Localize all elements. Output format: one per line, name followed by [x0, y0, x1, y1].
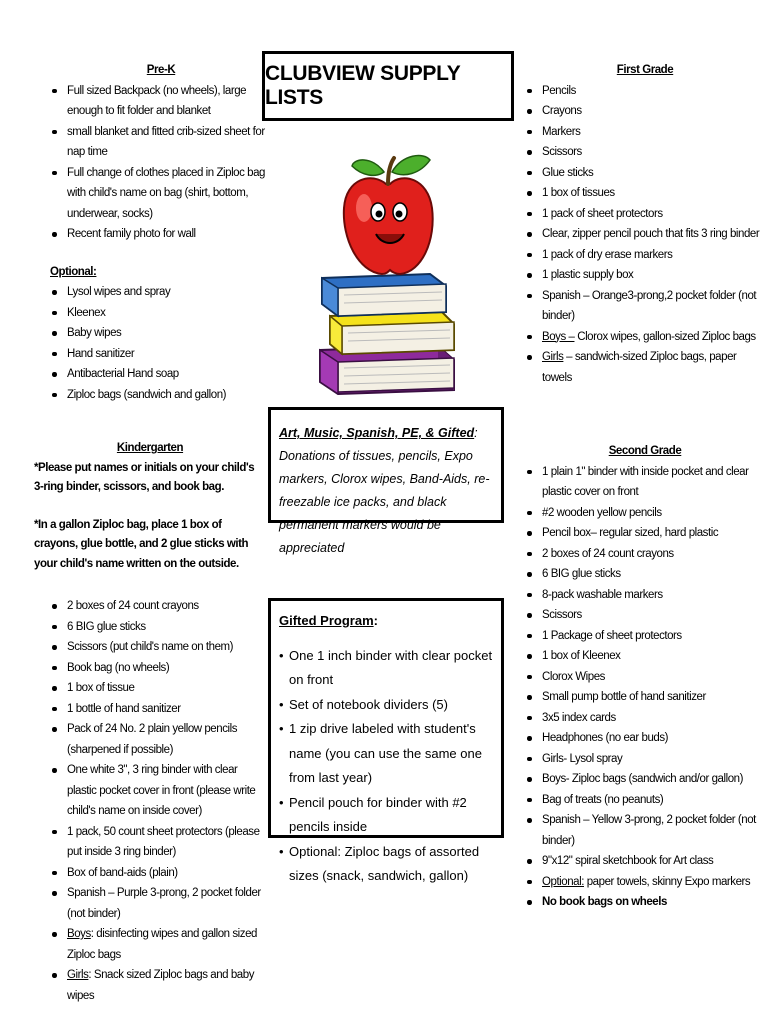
list-item	[525, 872, 765, 893]
list-item: Scissors (put child's name on them)	[50, 637, 266, 658]
list-item: Pack of 24 No. 2 plain yellow pencils (sharpened if possible)	[50, 719, 266, 760]
list-item: 8-pack washable markers	[525, 585, 765, 606]
girls-label: Girls	[542, 351, 564, 363]
kindergarten-note-2: *In a gallon Ziploc bag, place 1 box of crayons, glue bottle, and 2 glue sticks with your child's name written on the outside.	[34, 518, 249, 570]
list-item: 1 Package of sheet protectors	[525, 626, 765, 647]
list-item: Lysol wipes and spray	[50, 282, 272, 303]
second-grade-section	[525, 441, 765, 913]
first-grade-list	[525, 81, 765, 389]
girls-text: – sandwich-sized Ziploc bags, paper towels	[542, 351, 737, 384]
list-item: Small pump bottle of hand sanitizer	[525, 687, 765, 708]
list-item: small blanket and fitted crib-sized sheet for nap time	[50, 122, 272, 163]
list-item: • Optional: Ziploc bags of assorted sizes (snack, sandwich, gallon)	[279, 840, 493, 889]
list-item: 9"x12" spiral sketchbook for Art class	[525, 851, 765, 872]
list-item: Full sized Backpack (no wheels), large enough to fit folder and blanket	[50, 81, 272, 122]
boys-label: Boys	[67, 928, 91, 940]
kindergarten-list	[50, 596, 266, 1006]
list-item: Markers	[525, 122, 765, 143]
list-item: 1 box of Kleenex	[525, 646, 765, 667]
list-item: Box of band-aids (plain)	[50, 863, 266, 884]
list-item: Kleenex	[50, 303, 272, 324]
list-item	[525, 347, 765, 388]
list-item: Full change of clothes placed in Ziploc bag with child's name on bag (shirt, bottom, underwear, socks)	[50, 163, 272, 225]
list-item	[50, 924, 266, 965]
list-item: Clear, zipper pencil pouch that fits 3 ring binder	[525, 224, 765, 245]
kindergarten-section	[34, 438, 266, 1006]
list-item: 6 BIG glue sticks	[525, 564, 765, 585]
list-item: Antibacterial Hand soap	[50, 364, 272, 385]
first-grade-section	[525, 60, 765, 388]
list-item: • Pencil pouch for binder with #2 pencils inside	[279, 791, 493, 840]
list-item: 1 pack, 50 count sheet protectors (please put inside 3 ring binder)	[50, 822, 266, 863]
list-item: Headphones (no ear buds)	[525, 728, 765, 749]
list-item: Crayons	[525, 101, 765, 122]
list-item: Clorox Wipes	[525, 667, 765, 688]
gifted-label: Gifted Program	[279, 613, 374, 628]
second-grade-heading: Second Grade	[608, 445, 682, 457]
apple-icon	[344, 156, 433, 274]
list-item: Hand sanitizer	[50, 344, 272, 365]
kindergarten-note-1: *Please put names or initials on your child's 3-ring binder, scissors, and book bag.	[34, 461, 255, 493]
list-item: 1 pack of dry erase markers	[525, 245, 765, 266]
prek-list	[50, 81, 272, 245]
list-item: Baby wipes	[50, 323, 272, 344]
kindergarten-heading: Kindergarten	[116, 442, 184, 454]
list-item: Glue sticks	[525, 163, 765, 184]
list-item: Pencils	[525, 81, 765, 102]
list-item: 1 plastic supply box	[525, 265, 765, 286]
gifted-colon: :	[373, 613, 378, 628]
prek-optional-list	[50, 282, 272, 405]
list-item: One white 3", 3 ring binder with clear plastic pocket cover in front (please write child's name on inside cover)	[50, 760, 266, 822]
gifted-list	[279, 644, 493, 889]
list-item: 1 plain 1" binder with inside pocket and clear plastic cover on front	[525, 462, 765, 503]
list-item: Spanish – Purple 3-prong, 2 pocket folder (not binder)	[50, 883, 266, 924]
page-title: CLUBVIEW SUPPLY LISTS	[262, 51, 514, 121]
list-item: Ziploc bags (sandwich and gallon)	[50, 385, 272, 406]
prek-optional-heading: Optional:	[50, 265, 97, 278]
list-item: 6 BIG glue sticks	[50, 617, 266, 638]
list-item: • 1 zip drive labeled with student's name (you can use the same one from last year)	[279, 717, 493, 791]
list-item: 1 pack of sheet protectors	[525, 204, 765, 225]
optional-label: Optional:	[542, 875, 584, 888]
first-grade-heading: First Grade	[616, 64, 674, 76]
list-item: 3x5 index cards	[525, 708, 765, 729]
blue-book-icon	[322, 274, 446, 316]
prek-heading: Pre-K	[146, 64, 176, 76]
specials-text: : Donations of tissues, pencils, Expo markers, Clorox wipes, Band-Aids, re-freezable ice packs, and black permanent markers would be appreciated	[279, 426, 490, 555]
specials-label: Art, Music, Spanish, PE, & Gifted	[279, 426, 475, 440]
second-grade-list	[525, 462, 765, 913]
list-item: Scissors	[525, 142, 765, 163]
list-item: Spanish – Orange3-prong,2 pocket folder (not binder)	[525, 286, 765, 327]
girls-label: Girls	[67, 969, 89, 981]
list-item: Pencil box– regular sized, hard plastic	[525, 523, 765, 544]
list-item: 1 bottle of hand sanitizer	[50, 699, 266, 720]
list-item: #2 wooden yellow pencils	[525, 503, 765, 524]
optional-text: paper towels, skinny Expo markers	[583, 875, 751, 888]
list-item: • One 1 inch binder with clear pocket on front	[279, 644, 493, 693]
list-item: Spanish – Yellow 3-prong, 2 pocket folder (not binder)	[525, 810, 765, 851]
list-item: 1 box of tissues	[525, 183, 765, 204]
gifted-program-box	[268, 598, 504, 883]
girls-text: : Snack sized Ziploc bags and baby wipes	[67, 969, 255, 1002]
yellow-book-icon	[330, 312, 454, 354]
boys-text: Clorox wipes, gallon-sized Ziploc bags	[574, 330, 756, 343]
list-item: No book bags on wheels	[525, 892, 765, 913]
list-item: Bag of treats (no peanuts)	[525, 790, 765, 811]
list-item: 2 boxes of 24 count crayons	[50, 596, 266, 617]
list-item: Book bag (no wheels)	[50, 658, 266, 679]
list-item: Scissors	[525, 605, 765, 626]
list-item: 1 box of tissue	[50, 678, 266, 699]
list-item	[50, 965, 266, 1006]
list-item: 2 boxes of 24 count crayons	[525, 544, 765, 565]
list-item: Girls- Lysol spray	[525, 749, 765, 770]
boys-label: Boys –	[542, 330, 575, 343]
prek-section	[50, 60, 272, 405]
specials-donations-box	[268, 407, 504, 555]
boys-text: : disinfecting wipes and gallon sized Ziploc bags	[67, 928, 257, 961]
list-item: • Set of notebook dividers (5)	[279, 693, 493, 718]
list-item: Boys- Ziploc bags (sandwich and/or gallon)	[525, 769, 765, 790]
list-item: Recent family photo for wall	[50, 224, 272, 245]
list-item	[525, 327, 765, 348]
apple-books-illustration	[312, 150, 462, 395]
